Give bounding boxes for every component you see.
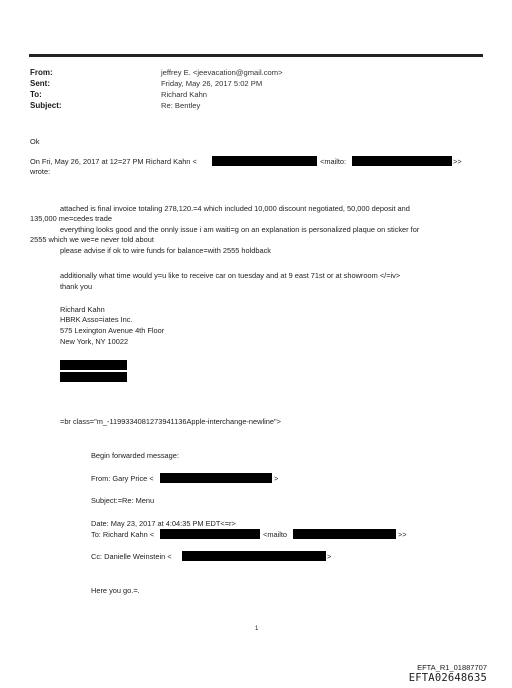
- body-line: everything looks good and the onnly issue i am waiti=g on an explanation is personalized plaque on sticker for: [60, 225, 420, 234]
- forwarded-subject: Subject:=Re: Menu: [91, 496, 155, 505]
- body-line: thank you: [60, 282, 93, 291]
- redaction-bar: [182, 551, 326, 561]
- forwarded-date: Date: May 23, 2017 at 4:04:35 PM EDT<=r>: [91, 519, 236, 528]
- forwarded-from: From: Gary Price <: [91, 474, 154, 483]
- body-line: attached is final invoice totaling 278,120.=4 which included 10,000 discount negotiated, 50,000 deposit and: [60, 204, 410, 213]
- redaction-bar: [160, 473, 272, 483]
- body-line: please advise if ok to wire funds for balance=with 2555 holdback: [60, 246, 271, 255]
- to-value: Richard Kahn: [161, 90, 208, 99]
- from-value: jeffrey E. <jeevacation@gmail.com>: [161, 68, 283, 77]
- quote-intro: On Fri, May 26, 2017 at 12=27 PM Richard Kahn <: [30, 157, 197, 166]
- redaction-bar: [212, 156, 317, 166]
- redaction-bar: [60, 372, 127, 382]
- signature-company: HBRK Asso=iates Inc.: [60, 315, 133, 324]
- sent-label: Sent:: [30, 79, 50, 88]
- forwarded-begin: Begin forwarded message:: [91, 451, 179, 460]
- body-line: 2555 which we we=e never told about: [30, 235, 154, 244]
- document-id-small: EFTA_R1_01887707: [417, 663, 487, 672]
- subject-value: Re: Bentley: [161, 101, 201, 110]
- forwarded-to: To: Richard Kahn <: [91, 530, 155, 539]
- to-label: To:: [30, 90, 42, 99]
- document-id-large: EFTA02648635: [408, 672, 487, 684]
- forwarded-body: Here you go.=.: [91, 586, 140, 595]
- quote-end: >>: [453, 157, 462, 166]
- subject-label: Subject:: [30, 101, 62, 110]
- redaction-bar: [293, 529, 396, 539]
- quote-wrote: wrote:: [30, 167, 51, 176]
- forwarded-to-end: >>: [398, 530, 407, 539]
- forwarded-to-mailto: <mailto: [263, 530, 288, 539]
- page-number: 1: [255, 626, 259, 632]
- signature-city: New York, NY 10022: [60, 337, 129, 346]
- forwarded-cc: Cc: Danielle Weinstein <: [91, 552, 172, 561]
- quote-mailto: <mailto:: [320, 157, 347, 166]
- forwarded-from-end: >: [274, 474, 279, 483]
- redaction-bar: [352, 156, 452, 166]
- forwarded-cc-end: >: [327, 552, 332, 561]
- br-line: =br class="m_-1199334081273941136Apple-interchange-newline">: [60, 417, 281, 426]
- signature-address: 575 Lexington Avenue 4th Floor: [60, 326, 165, 335]
- redaction-bar: [60, 360, 127, 370]
- from-label: From:: [30, 68, 53, 77]
- sent-value: Friday, May 26, 2017 5:02 PM: [161, 79, 263, 88]
- body-line: additionally what time would y=u like to receive car on tuesday and at 9 east 71st or at showroom </=iv>: [60, 271, 401, 280]
- header-rule: [29, 54, 483, 57]
- reply-text: Ok: [30, 137, 40, 146]
- redaction-bar: [160, 529, 260, 539]
- body-line: 135,000 me=cedes trade: [30, 214, 112, 223]
- signature-name: Richard Kahn: [60, 305, 105, 314]
